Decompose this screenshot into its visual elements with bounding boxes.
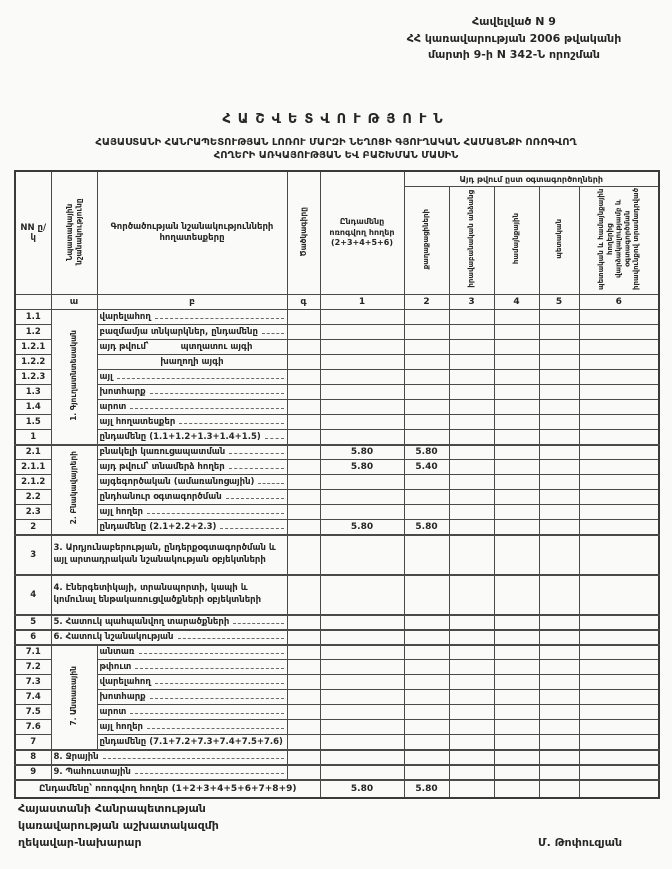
table-row	[15, 660, 659, 675]
row-number: 7.1	[15, 645, 51, 660]
table-row	[15, 490, 659, 505]
col-group-header-by-users: Այդ թվում ըստ օգտագործողների	[404, 171, 659, 187]
row-label: 8. Ջրային	[51, 750, 287, 765]
value-citizens: 5.80	[404, 445, 449, 460]
row-number: 2.3	[15, 505, 51, 520]
grand-total-value: 5.80	[320, 780, 404, 798]
col-header-purpose: Նպատակային նշանակությունը	[51, 171, 97, 295]
row-label: 4. Էներգետիկայի, տրանսպորտի, կապի և կոմունալ ենթակառուցվածքների օբյեկտների	[51, 575, 287, 615]
signatory-line: Հայաստանի Հանրապետության	[18, 802, 206, 815]
row-number: 2.1.1	[15, 460, 51, 475]
row-label: ընդամենը (7.1+7.2+7.3+7.4+7.5+7.6)	[97, 735, 287, 750]
table-row	[15, 505, 659, 520]
row-label: վարելահող	[97, 675, 287, 690]
row-number: 2	[15, 520, 51, 535]
row-number: 1.3	[15, 385, 51, 400]
row-number: 3	[15, 535, 51, 575]
row-number: 7.4	[15, 690, 51, 705]
grand-total-citizens-value: 5.80	[404, 780, 449, 798]
row-label: ընդամենը (1.1+1.2+1.3+1.4+1.5)	[97, 430, 287, 445]
table-row	[15, 325, 659, 340]
table-row	[15, 720, 659, 735]
row-label: բնակելի կառուցապատման	[97, 445, 287, 460]
table-row	[15, 475, 659, 490]
appendix-line: ՀՀ կառավարության 2006 թվականի	[406, 31, 622, 45]
table-row	[15, 385, 659, 400]
table-row	[15, 310, 659, 325]
appendix-reference	[374, 14, 654, 64]
col-header-citizens: քաղաքացիների	[404, 187, 449, 295]
value-citizens: 5.80	[404, 520, 449, 535]
table-row	[15, 445, 659, 460]
row-label: այլ հողեր	[97, 505, 287, 520]
value-total: 5.80	[320, 520, 404, 535]
col-header-nn: NN ը/կ	[15, 171, 51, 295]
table-row	[15, 735, 659, 750]
row-number: 1.2.3	[15, 370, 51, 385]
table-row	[15, 535, 659, 575]
table-row	[15, 400, 659, 415]
row-number: 9	[15, 765, 51, 780]
table-row	[15, 370, 659, 385]
row-label: այլ հողատեսքեր	[97, 415, 287, 430]
row-label: արոտ	[97, 400, 287, 415]
row-label: 3. Արդյունաբերության, ընդերքօգտագործման և այլ արտադրական նշանակության օբյեկտների	[51, 535, 287, 575]
table-row	[15, 750, 659, 765]
table-total-row	[15, 780, 659, 798]
row-number: 4	[15, 575, 51, 615]
table-row	[15, 575, 659, 615]
row-label: խաղողի այգի	[97, 355, 287, 370]
signatory-position	[18, 800, 219, 851]
row-label: թփուտ	[97, 660, 287, 675]
row-label: խոտհարք	[97, 385, 287, 400]
row-number: 5	[15, 615, 51, 630]
table-row	[15, 705, 659, 720]
row-number: 7.6	[15, 720, 51, 735]
category-label-forest: 7. Անտառային	[51, 645, 97, 750]
row-label: այդ թվում՝ տնամերձ հողեր	[97, 460, 287, 475]
value-total: 5.80	[320, 460, 404, 475]
table-row	[15, 645, 659, 660]
table-header	[15, 171, 659, 310]
row-number: 2.2	[15, 490, 51, 505]
row-number: 1	[15, 430, 51, 445]
col-header-legal-entities: իրավաբանական անձանց	[449, 187, 494, 295]
row-number: 1.1	[15, 310, 51, 325]
report-subtitle-line1: ՀԱՅԱՍՏԱՆԻ ՀԱՆՐԱՊԵՏՈՒԹՅԱՆ ԼՈՌՈՒ ՄԱՐԶԻ ՆԵՂՈՑԻ ԳՅՈՒՂԱԿԱՆ ՀԱՄԱՅՆՔԻ ՈՌՈԳՎՈՂ	[95, 137, 577, 148]
row-label: այդ թվում՝ պտղատու այգի	[97, 340, 287, 355]
row-number: 6	[15, 630, 51, 645]
header-row-numbering: ա բ գ 1 2 3 4 5 6	[15, 295, 659, 310]
table-row	[15, 765, 659, 780]
row-label: վարելահող	[97, 310, 287, 325]
col-header-leased: պետական և համայնքային հողերից վարձակալությամբ և օգտագործման իրավունքով տրամադրված	[579, 187, 659, 295]
row-label: բազմամյա տնկարկներ, ընդամենը	[97, 325, 287, 340]
table-row	[15, 415, 659, 430]
row-number: 1.2.2	[15, 355, 51, 370]
table-row	[15, 430, 659, 445]
signatory-name: Մ. Թոփուզյան	[538, 836, 623, 849]
table-row	[15, 340, 659, 355]
table-row	[15, 355, 659, 370]
report-title: ՀԱՇՎԵՏՎՈՒԹՅՈՒՆ	[222, 112, 450, 127]
table-body	[15, 310, 659, 798]
signatory-line: կառավարության աշխատակազմի	[18, 819, 219, 833]
row-number: 1.4	[15, 400, 51, 415]
row-number: 7	[15, 735, 51, 750]
row-label: անտառ	[97, 645, 287, 660]
value-total: 5.80	[320, 445, 404, 460]
category-label-agricultural: 1. Գյուղատնտեսական	[51, 310, 97, 445]
col-header-total-irrigated: Ընդամենը ոռոգվող հողեր (2+3+4+5+6)	[320, 171, 404, 295]
table-row	[15, 460, 659, 475]
row-label: խոտհարք	[97, 690, 287, 705]
row-label: այգեգործական (ամառանոցային)	[97, 475, 287, 490]
irrigated-lands-table	[14, 170, 660, 799]
row-number: 2.1	[15, 445, 51, 460]
header-row-top	[15, 171, 659, 187]
row-label: ընդհանուր օգտագործման	[97, 490, 287, 505]
row-label: այլ	[97, 370, 287, 385]
signatory-line: ղեկավար-նախարար	[18, 836, 142, 850]
table-row	[15, 690, 659, 705]
row-label: 5. Հատուկ պահպանվող տարածքների	[51, 615, 287, 630]
row-number: 7.2	[15, 660, 51, 675]
table-row	[15, 630, 659, 645]
col-header-state: պետական	[539, 187, 579, 295]
row-number: 8	[15, 750, 51, 765]
category-label-settlements: 2. Բնակավայրերի	[51, 445, 97, 535]
row-number: 1.5	[15, 415, 51, 430]
row-label: ընդամենը (2.1+2.2+2.3)	[97, 520, 287, 535]
row-number: 1.2.1	[15, 340, 51, 355]
grand-total-label: Ընդամենը՝ ոռոգվող հողեր (1+2+3+4+5+6+7+8+9)	[15, 780, 320, 798]
col-header-community: համայնքային	[494, 187, 539, 295]
table-row	[15, 675, 659, 690]
row-label: այլ հողեր	[97, 720, 287, 735]
row-number: 1.2	[15, 325, 51, 340]
row-label: 6. Հատուկ նշանակության	[51, 630, 287, 645]
table-row	[15, 520, 659, 535]
table-row	[15, 615, 659, 630]
col-header-code: Ծածկագիրը	[287, 171, 320, 295]
row-number: 7.3	[15, 675, 51, 690]
appendix-line: Հավելված N 9	[472, 15, 556, 28]
value-citizens: 5.40	[404, 460, 449, 475]
report-subtitle-line2: ՀՈՂԵՐԻ ԱՌԿԱՅՈՒԹՅԱՆ ԵՎ ԲԱՇԽՄԱՆ ՄԱՍԻՆ	[213, 150, 459, 161]
col-header-landtypes: Գործածության նշանակությունների հողատեսքերը	[97, 171, 287, 295]
row-label: արոտ	[97, 705, 287, 720]
row-number: 2.1.2	[15, 475, 51, 490]
appendix-line: մարտի 9-ի N 342-Ն որոշման	[427, 48, 601, 61]
report-table-wrapper	[14, 170, 660, 799]
row-number: 7.5	[15, 705, 51, 720]
row-label: 9. Պահուստային	[51, 765, 287, 780]
